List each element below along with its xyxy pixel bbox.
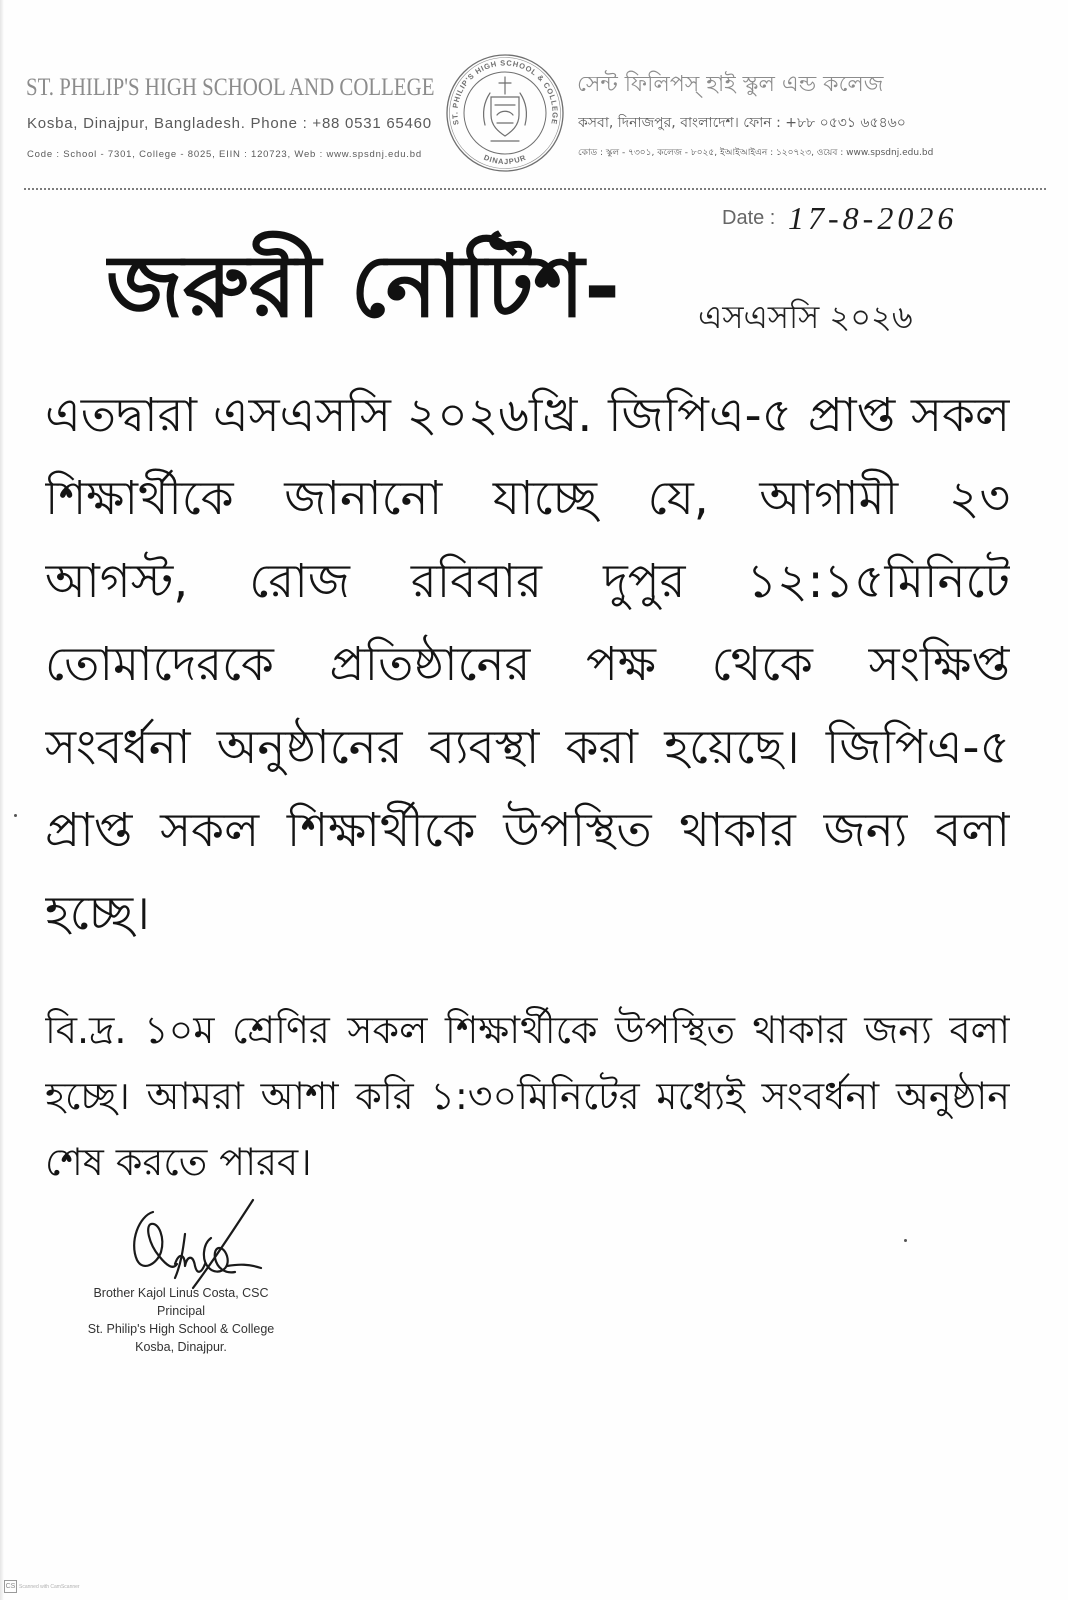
note-line: বি.দ্র. ১০ম শ্রেণির সকল শিক্ষার্থীকে উপস্থিত থাকার জন্য বলা xyxy=(45,1008,1010,1052)
scan-speck xyxy=(14,814,17,817)
svg-text:DINAJPUR xyxy=(482,153,527,166)
seal-emblem-icon xyxy=(484,77,527,141)
note-paragraph xyxy=(45,997,1010,1195)
note-line: হচ্ছে। আমরা আশা করি ১:৩০মিনিটের মধ্যেই সংবর্ধনা অনুষ্ঠান xyxy=(45,1074,1010,1118)
signatory-name: Brother Kajol Linus Costa, CSC xyxy=(93,1286,269,1300)
body-line: তোমাদেরকে প্রতিষ্ঠানের পক্ষ থেকে সংক্ষিপ্ত xyxy=(45,637,1010,692)
letterhead-divider xyxy=(24,188,1046,190)
seal-bottom-text: DINAJPUR xyxy=(482,152,528,167)
body-line: এতদ্বারা এসএসসি ২০২৬খ্রি. জিপিএ-৫ প্রাপ্ত সকল xyxy=(45,388,1010,443)
signatory-block xyxy=(78,1284,284,1356)
letterhead-address-bn: কসবা, দিনাজপুর, বাংলাদেশ। ফোন : +৮৮ ০৫৩১ ৬৫৪৬০ xyxy=(578,115,906,131)
camscanner-logo: CS xyxy=(4,1580,17,1593)
school-seal xyxy=(445,53,565,173)
letterhead-school-name-bn: সেন্ট ফিলিপস্ হাই স্কুল এন্ড কলেজ xyxy=(577,72,884,97)
notice-title: জরুরী নোটিশ- xyxy=(106,237,620,337)
notice-subtitle: এসএসসি ২০২৬ xyxy=(698,298,913,336)
body-line: সংবর্ধনা অনুষ্ঠানের ব্যবস্থা করা হয়েছে। জিপিএ-৫ xyxy=(45,720,1010,775)
date-value: 17-8-2026 xyxy=(788,200,958,236)
signatory-institution: St. Philip's High School & College xyxy=(87,1322,275,1336)
body-line: হচ্ছে। xyxy=(45,886,150,941)
camscanner-watermark: Scanned with CamScanner xyxy=(19,1584,80,1590)
letterhead-codes-bn: কোড : স্কুল - ৭৩০১, কলেজ - ৮০২৫, ইআইআইএন : ১২০৭২৩, ওয়েব : www.spsdnj.edu.bd xyxy=(578,148,934,158)
principal-signature xyxy=(115,1194,275,1294)
note-line: শেষ করতে পারব। xyxy=(45,1140,312,1184)
body-line: শিক্ষার্থীকে জানানো যাচ্ছে যে, আগামী ২৩ xyxy=(45,471,1010,526)
body-line: প্রাপ্ত সকল শিক্ষার্থীকে উপস্থিত থাকার জন্য বলা xyxy=(45,803,1010,858)
notice-body xyxy=(45,374,1010,955)
scan-speck xyxy=(904,1239,907,1242)
letterhead-address-en: Kosba, Dinajpur, Bangladesh. Phone : +88 0531 65460 xyxy=(27,115,432,132)
seal-ring-text: ST. PHILIP'S HIGH SCHOOL & COLLEGE xyxy=(450,58,560,126)
scan-edge-shadow xyxy=(0,0,4,1600)
signatory-location: Kosba, Dinajpur. xyxy=(135,1340,227,1354)
seal-outer-ring-inner xyxy=(450,58,561,169)
date-label: Date : xyxy=(722,207,776,229)
body-line: আগস্ট, রোজ রবিবার দুপুর ১২:১৫মিনিটে xyxy=(45,554,1010,609)
letterhead-codes-en: Code : School - 7301, College - 8025, EIIN : 120723, Web : www.spsdnj.edu.bd xyxy=(27,149,422,160)
letterhead-school-name-en: ST. PHILIP'S HIGH SCHOOL AND COLLEGE xyxy=(26,74,435,101)
signatory-designation: Principal xyxy=(157,1304,205,1318)
